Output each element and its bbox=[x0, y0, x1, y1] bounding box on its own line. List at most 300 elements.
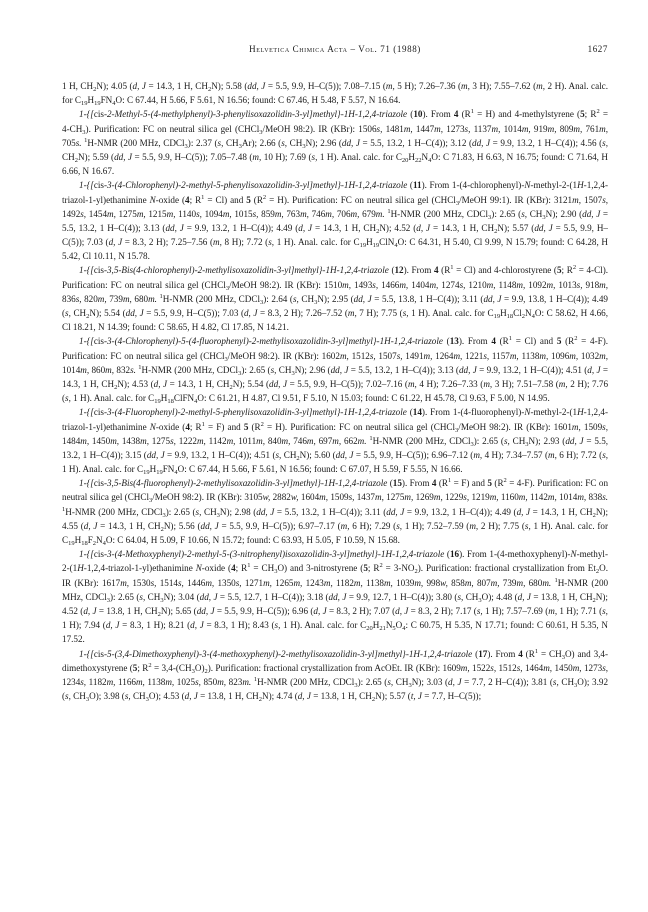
text-run: N bbox=[195, 563, 202, 574]
text-run: (R bbox=[522, 648, 535, 659]
text-run: d, J bbox=[416, 222, 431, 233]
text-run: m, bbox=[350, 208, 360, 219]
text-run: ; R bbox=[235, 563, 248, 574]
text-run: 1481 bbox=[382, 123, 404, 134]
text-run: ): 2.65 ( bbox=[491, 208, 522, 219]
text-run: 4 bbox=[194, 398, 198, 406]
text-run: m, bbox=[404, 492, 414, 503]
text-run: CH bbox=[130, 691, 146, 702]
text-run: -3-(4-Chlorophenyl)-2-methyl-5-phenylisoxazolidin-3-yl]methyl}-1H-1,2,4-triazole bbox=[103, 180, 408, 191]
text-run: -oxide ( bbox=[201, 563, 232, 574]
text-run: 1234 bbox=[62, 676, 81, 687]
text-run: = H) and 4-methylstyrene ( bbox=[473, 109, 581, 120]
text-run: (R bbox=[491, 478, 504, 489]
text-run: m, bbox=[491, 123, 501, 134]
text-run: N bbox=[385, 620, 393, 631]
text-run: N bbox=[149, 421, 156, 432]
text-run: = F) and bbox=[451, 478, 488, 489]
text-run: d, J bbox=[517, 591, 531, 602]
text-run: O); 3.98 ( bbox=[89, 691, 125, 702]
text-run: N); 2.93 ( bbox=[528, 435, 566, 446]
text-run: 3 bbox=[149, 497, 153, 505]
text-run: 3 bbox=[354, 681, 358, 689]
text-run: s, bbox=[65, 691, 71, 702]
text-run: (R bbox=[495, 336, 509, 347]
text-run: H bbox=[372, 620, 380, 631]
text-run: m, bbox=[226, 435, 236, 446]
text-run: 1013 bbox=[555, 279, 577, 290]
text-run: H bbox=[160, 393, 168, 404]
text-run: 1484 bbox=[62, 435, 81, 446]
text-run: CH bbox=[201, 506, 217, 517]
text-run: N); 5.56 ( bbox=[163, 520, 201, 531]
text-run: 18 bbox=[506, 313, 514, 320]
text-run: ). Purification: fractional crystallization from Et bbox=[417, 563, 596, 574]
text-run: 1015 bbox=[231, 208, 253, 219]
text-run: s, bbox=[602, 449, 609, 460]
text-run: cis bbox=[93, 478, 104, 489]
text-run: 21 bbox=[379, 625, 386, 633]
text-run: N bbox=[149, 194, 156, 205]
text-run: s, bbox=[602, 137, 608, 148]
text-run: 4 bbox=[428, 156, 432, 164]
text-run: dd, J bbox=[534, 222, 553, 233]
text-run: s, bbox=[490, 662, 497, 673]
text-run: (R bbox=[561, 336, 575, 347]
text-run: s, bbox=[457, 591, 464, 602]
text-run: (R bbox=[436, 478, 448, 489]
text-run: N); 2.98 ( bbox=[219, 506, 257, 517]
text-run: = 9.9, 13.8, 1 H–C(4)); 4.49 ( bbox=[62, 293, 608, 318]
text-run: H bbox=[74, 535, 82, 545]
text-run: 1-{[ bbox=[79, 336, 94, 347]
text-run: H-NMR (200 MHz, CDCl bbox=[372, 435, 471, 446]
text-run: 1182 bbox=[86, 676, 107, 687]
text-run: s, bbox=[372, 279, 379, 290]
text-run: = 8.3, 1 H); 8.43 ( bbox=[203, 620, 275, 631]
text-run: (R bbox=[250, 194, 263, 205]
text-run: O. IR (KBr): 1617 bbox=[62, 563, 609, 588]
text-run: 3 bbox=[314, 298, 318, 306]
text-run: ). From 1-(4-methoxyphenyl)- bbox=[459, 549, 571, 560]
text-run: 3 bbox=[106, 596, 110, 604]
text-run: m, bbox=[569, 350, 579, 361]
text-run: s, bbox=[80, 676, 87, 687]
text-run: ( bbox=[472, 648, 479, 659]
text-run: 1 H); 7.52–7.59 ( bbox=[402, 520, 470, 531]
text-run: s, bbox=[524, 520, 531, 531]
text-run: s, bbox=[65, 393, 71, 404]
text-run: 1210 bbox=[465, 279, 487, 290]
text-run: 4 bbox=[431, 478, 437, 489]
text-run: 1-{[ bbox=[79, 180, 94, 191]
text-run: w, bbox=[290, 492, 299, 503]
text-run: 1514 bbox=[156, 577, 178, 588]
text-run: H bbox=[366, 237, 373, 248]
text-run: = 5.5, 13.2, 1 H–C(4)); 3.13 ( bbox=[348, 364, 459, 375]
text-run: CH bbox=[62, 151, 75, 162]
text-run: d, J bbox=[153, 378, 168, 389]
text-run: m. bbox=[148, 293, 157, 304]
text-run: cis bbox=[93, 180, 104, 191]
text-run: N); 5.54 ( bbox=[89, 308, 126, 318]
text-run: m, bbox=[490, 577, 500, 588]
text-run: 2 bbox=[204, 667, 208, 675]
text-run: s, bbox=[464, 123, 471, 134]
text-run: m, bbox=[166, 208, 176, 219]
text-run: ). From 1-(4-fluorophenyl)- bbox=[421, 407, 525, 418]
text-run: s, bbox=[270, 364, 277, 375]
text-run: 10 bbox=[413, 109, 423, 120]
text-run: s, bbox=[402, 308, 409, 318]
text-run: = 14.3, 1 H, CH bbox=[312, 222, 377, 233]
text-run: N); 3.04 ( bbox=[163, 591, 200, 602]
text-run: 2 bbox=[503, 477, 507, 485]
text-run: = 5.5, 13.2, 1 H–C(4)); 3.12 ( bbox=[359, 137, 473, 148]
text-run: 662 bbox=[341, 435, 358, 446]
text-run: 746 bbox=[290, 435, 307, 446]
text-run: -3,5-Bis(4-chlorophenyl)-2-methylisoxazolidin-3-yl]methyl}-1H-1,2,4-triazole bbox=[103, 265, 389, 276]
text-run: ; R bbox=[189, 194, 202, 205]
text-run: H bbox=[87, 95, 95, 106]
text-run: m, bbox=[136, 208, 146, 219]
text-run: 13 bbox=[449, 336, 459, 347]
text-run: = 14.3, 1 H, CH bbox=[145, 81, 208, 91]
text-run: dd, J bbox=[247, 81, 266, 91]
text-run: 1438 bbox=[119, 435, 141, 446]
text-run: -methyl-2-(1 bbox=[530, 180, 578, 191]
text-run: N); 5.60 ( bbox=[299, 449, 336, 460]
text-run: 860 bbox=[89, 364, 106, 375]
text-run: dd, J bbox=[146, 449, 165, 460]
text-run: m. bbox=[375, 208, 385, 219]
text-run: 1 H). Anal. calc. for C bbox=[62, 520, 609, 545]
text-run: -3-(4-Fluorophenyl)-2-methyl-5-phenylisoxazolidin-3-yl]methyl}-1H-1,2,4-triazole bbox=[103, 407, 407, 418]
text-run: cis bbox=[93, 648, 104, 659]
text-run: m, bbox=[107, 208, 116, 219]
text-run: s, bbox=[177, 577, 184, 588]
text-run: 1 bbox=[387, 207, 391, 215]
text-run: = 8.3, 2 H); 7.17 ( bbox=[408, 605, 477, 616]
text-run: 697 bbox=[315, 435, 333, 446]
text-run: 918 bbox=[582, 279, 600, 290]
text-run: O: C 64.04, H 5.09, F 10.66, N 15.72; found: C 63.93, H 5.05, F 10.59, N 15.68. bbox=[105, 535, 400, 545]
text-run: s, bbox=[602, 662, 609, 673]
text-run: cis bbox=[93, 265, 104, 276]
text-run: m, bbox=[518, 492, 528, 503]
text-run: O) and 3,4-dimethoxystyrene ( bbox=[62, 648, 609, 673]
text-run: ): 2.64 ( bbox=[263, 293, 293, 304]
text-run: 3 bbox=[191, 667, 195, 675]
text-run: s, bbox=[150, 577, 157, 588]
text-run: O: C 64.31, H 5.40, Cl 9.99, N 15.79; found: C 64.28, H 5.42, Cl 10.11, N 15.78. bbox=[62, 237, 608, 262]
text-run: 3 bbox=[574, 681, 578, 689]
text-run: s, bbox=[348, 492, 355, 503]
text-run: = 5.5, 13.2, 1 H–C(4)); 3.15 ( bbox=[62, 435, 609, 460]
text-run: 1 H); 7.57–7.69 ( bbox=[482, 605, 549, 616]
text-run: O); 4.48 ( bbox=[481, 591, 518, 602]
text-run: = 9.9, 13.2, 1 H–C(4)); 4.56 ( bbox=[490, 137, 603, 148]
text-run: m. bbox=[542, 577, 552, 588]
text-run: 2 bbox=[592, 511, 596, 519]
text-run: m, bbox=[347, 308, 357, 318]
text-run: H bbox=[500, 308, 507, 318]
compound-entry bbox=[62, 263, 608, 334]
text-run: s, bbox=[369, 350, 376, 361]
text-run: 5 bbox=[392, 625, 396, 633]
text-run: 2 bbox=[596, 108, 600, 116]
journal-title: Helvetica Chimica Acta – Vol. 71 (1988) bbox=[249, 44, 421, 54]
text-run: 19 bbox=[68, 540, 75, 547]
text-run: CH bbox=[527, 208, 543, 219]
text-run: 1512 bbox=[348, 350, 370, 361]
text-run: O: C 67.44, H 5.66, F 5.61, N 16.56; found: C 67.07, H 5.59, F 5.55, N 16.66. bbox=[177, 464, 463, 475]
text-run: ): 2.65 ( bbox=[473, 435, 504, 446]
text-run: 1 H). Anal. calc. for C bbox=[317, 151, 402, 162]
text-run: m, bbox=[383, 577, 393, 588]
text-run: 1491 bbox=[402, 350, 424, 361]
text-run: 15 bbox=[392, 478, 402, 489]
text-run: m, bbox=[222, 208, 232, 219]
text-run: = Cl) and 4-chlorostyrene ( bbox=[453, 265, 557, 276]
text-run: = 4-F). Purification: FC on neutral silica gel (CHCl bbox=[62, 478, 609, 503]
text-run: m, bbox=[332, 435, 342, 446]
text-run: m, bbox=[403, 123, 413, 134]
text-run: 22 bbox=[415, 156, 422, 164]
text-run: d, J bbox=[313, 605, 327, 616]
text-run: = 5.5, 9.9, H–C(5)); 7.03 ( bbox=[62, 222, 608, 248]
text-run: m, bbox=[509, 350, 519, 361]
text-run: 1092 bbox=[525, 279, 547, 290]
text-run: 1492 bbox=[62, 208, 81, 219]
text-run: s, bbox=[503, 435, 510, 446]
text-run: O: C 71.83, H 6.63, N 16.75; found: C 71.64, H 6.66, N 16.67. bbox=[62, 151, 608, 177]
text-run: 1509 bbox=[580, 421, 603, 432]
text-run: ). From bbox=[403, 265, 434, 276]
text-run: 1014 bbox=[62, 364, 81, 375]
text-run: m, bbox=[433, 492, 443, 503]
text-run: 3 bbox=[238, 142, 242, 150]
text-run: -methyl-2-(1 bbox=[62, 549, 608, 574]
text-run: = 5.5, 13.2, 1 H–C(4)); 3.13 ( bbox=[62, 208, 609, 233]
text-run: = 4-F). Purification: FC on neutral silica gel (CHCl bbox=[62, 336, 609, 361]
text-run: O) and 3-nitrostyrene ( bbox=[277, 563, 364, 574]
text-run: m, bbox=[547, 492, 557, 503]
text-run: N); 4.74 ( bbox=[262, 691, 298, 702]
text-run: d, J bbox=[108, 237, 123, 248]
text-run: m, bbox=[571, 421, 581, 432]
text-run: 3 bbox=[259, 128, 263, 136]
text-run: 2 bbox=[93, 86, 97, 93]
text-run: m, bbox=[385, 81, 395, 91]
text-run: dd, J bbox=[472, 137, 491, 148]
experimental-text bbox=[62, 79, 608, 703]
text-run: 2 bbox=[414, 568, 418, 576]
text-run: 1014 bbox=[500, 123, 522, 134]
text-run: 3 bbox=[238, 369, 242, 377]
text-run: = 9.9, 13.2, 1 H–C(4)); 4.49 ( bbox=[183, 222, 299, 233]
text-run: 14 bbox=[412, 407, 422, 418]
text-run: = 9.9, 13.2, 1 H–C(4)); 4.51 ( bbox=[164, 449, 276, 460]
text-run: 2 bbox=[296, 454, 300, 462]
text-run: 823 bbox=[226, 676, 243, 687]
text-run: t, J bbox=[410, 691, 422, 702]
text-run: dd, J bbox=[199, 591, 218, 602]
text-run: d, J bbox=[516, 506, 531, 517]
text-run: ). From bbox=[458, 336, 492, 347]
text-run: dd, J bbox=[165, 222, 184, 233]
text-run: 836 bbox=[62, 293, 76, 304]
text-run: 1509 bbox=[328, 492, 349, 503]
text-run: 1 bbox=[201, 420, 205, 428]
text-run: = 5.5, 9.9, H–C(5)); 6.96 ( bbox=[214, 605, 314, 616]
text-run: ( bbox=[388, 265, 395, 276]
compound-entry bbox=[62, 647, 608, 704]
text-run: m, bbox=[339, 350, 349, 361]
text-run: s. bbox=[130, 364, 136, 375]
text-run: m, bbox=[536, 81, 546, 91]
text-run: = 5.5, 9.9, H–C(5)); 7.08–7.15 ( bbox=[265, 81, 386, 91]
text-run: 1-{[ bbox=[79, 109, 94, 120]
text-run: = Cl) and bbox=[204, 194, 247, 205]
text-run: m, bbox=[374, 492, 384, 503]
text-run: 1215 bbox=[145, 208, 167, 219]
text-run: /MeOH 98:2). IR (KBr): 3105 bbox=[152, 492, 263, 503]
text-run: ). From bbox=[422, 109, 454, 120]
text-run: m, bbox=[539, 350, 549, 361]
text-run: ClN bbox=[379, 237, 395, 248]
text-run: s, bbox=[268, 237, 275, 248]
text-run: m, bbox=[548, 605, 558, 616]
text-run: s, bbox=[274, 620, 281, 631]
text-run: = 13.8, 1 H, CH bbox=[310, 691, 372, 702]
compound-entry bbox=[62, 547, 608, 646]
text-run: O: C 58.62, H 4.66, Cl 18.21, N 14.39; found: C 58.65, H 4.82, Cl 17.85, N 14.21. bbox=[62, 308, 608, 333]
text-run: ): 2.65 ( bbox=[165, 506, 196, 517]
text-run: m, bbox=[453, 350, 463, 361]
text-run: 1404 bbox=[408, 279, 430, 290]
text-run: 2 bbox=[521, 313, 526, 320]
text-run: 1 bbox=[534, 647, 539, 655]
text-run: = 4-CH bbox=[62, 109, 608, 134]
text-run: 4 bbox=[518, 648, 523, 659]
text-run: 19 bbox=[156, 469, 163, 477]
text-run: m, bbox=[461, 81, 470, 91]
text-run: (R bbox=[248, 421, 261, 432]
text-run: m, bbox=[546, 279, 556, 290]
text-run: 4 bbox=[185, 194, 190, 205]
text-run: m, bbox=[342, 279, 352, 290]
text-run: 19 bbox=[81, 100, 88, 108]
text-run: m, bbox=[547, 123, 557, 134]
text-run: ; R bbox=[367, 563, 380, 574]
text-run: s, bbox=[376, 123, 383, 134]
text-run: 1 H). Anal. calc. for C bbox=[280, 620, 367, 631]
text-run: = 8.3, 1 H); 8.21 ( bbox=[119, 620, 191, 631]
text-run: dd, J bbox=[458, 364, 477, 375]
text-run: d, J bbox=[297, 691, 311, 702]
text-run: 1182 bbox=[332, 577, 354, 588]
text-run: s, bbox=[602, 605, 608, 616]
text-run: dd, J bbox=[196, 605, 215, 616]
text-run: 3 bbox=[488, 213, 492, 221]
text-run: 3 bbox=[216, 511, 220, 519]
text-run: m, bbox=[353, 577, 363, 588]
text-run: = 9.9, 13.2, 1 H–C(4)); 4.51 ( bbox=[476, 364, 588, 375]
text-run: 2 bbox=[260, 420, 264, 428]
text-run: 4 bbox=[174, 469, 178, 477]
text-run: dd, J bbox=[328, 591, 347, 602]
text-run: 1 bbox=[470, 108, 474, 116]
text-run: 1 bbox=[369, 434, 373, 442]
text-run: 1273 bbox=[443, 123, 465, 134]
text-run: CH bbox=[145, 591, 161, 602]
text-run: 1138 bbox=[144, 676, 166, 687]
text-run: 1025 bbox=[174, 676, 196, 687]
text-run: d, J bbox=[190, 620, 204, 631]
text-run: 5 bbox=[363, 563, 368, 574]
text-run: 3 bbox=[478, 596, 482, 604]
text-run: 19 bbox=[372, 242, 380, 250]
text-run: 1274 bbox=[438, 279, 460, 290]
text-run: Cl bbox=[513, 308, 522, 318]
text-run: m, bbox=[293, 577, 303, 588]
text-run: ): 2.65 ( bbox=[357, 676, 388, 687]
text-run: 1160 bbox=[498, 492, 519, 503]
text-run: 3 bbox=[302, 142, 306, 150]
text-run: H bbox=[77, 563, 84, 574]
text-run: m, bbox=[319, 492, 329, 503]
text-run: s, bbox=[217, 137, 224, 148]
text-run: 1 bbox=[84, 136, 88, 144]
text-run: m, bbox=[274, 208, 284, 219]
text-run: 1 bbox=[62, 505, 66, 513]
text-run: 2 bbox=[92, 540, 97, 547]
text-run: m, bbox=[469, 520, 479, 531]
text-run: 19 bbox=[493, 313, 501, 320]
text-run: 1 H, CH bbox=[62, 81, 94, 91]
text-run: 3 bbox=[525, 440, 529, 448]
text-run: 5 bbox=[132, 662, 138, 673]
text-run: (R bbox=[438, 265, 451, 276]
text-run: N); 4.52 ( bbox=[379, 222, 417, 233]
text-run: m, bbox=[80, 364, 90, 375]
text-run: 1-{[ bbox=[79, 648, 94, 659]
text-run: 2 bbox=[574, 335, 578, 343]
text-run: 10 H); 7.69 ( bbox=[261, 151, 312, 162]
compound-entry bbox=[62, 107, 608, 178]
text-run: -1,2,4-triazol-1-yl)ethanimine bbox=[83, 563, 196, 574]
text-run: 1 bbox=[448, 477, 452, 485]
text-run: s. bbox=[602, 492, 609, 503]
text-run: dd, J bbox=[200, 520, 219, 531]
text-run: m, bbox=[486, 279, 496, 290]
text-run: 1 H). Anal. calc. for C bbox=[62, 464, 144, 475]
text-run: 3 bbox=[162, 511, 166, 519]
text-run: = 14.3, 1 H, CH bbox=[62, 364, 609, 389]
text-run: 1 bbox=[450, 264, 454, 272]
text-run: N bbox=[524, 407, 531, 418]
text-run: m, bbox=[599, 350, 609, 361]
text-run: 18 bbox=[167, 398, 174, 406]
text-run: CH bbox=[287, 137, 303, 148]
text-run: CH bbox=[298, 293, 315, 304]
text-run: 5 bbox=[556, 336, 562, 347]
text-run: 19 bbox=[94, 100, 101, 108]
text-run: 680 bbox=[131, 293, 149, 304]
text-run: s, bbox=[476, 605, 483, 616]
text-run: F bbox=[87, 535, 93, 545]
